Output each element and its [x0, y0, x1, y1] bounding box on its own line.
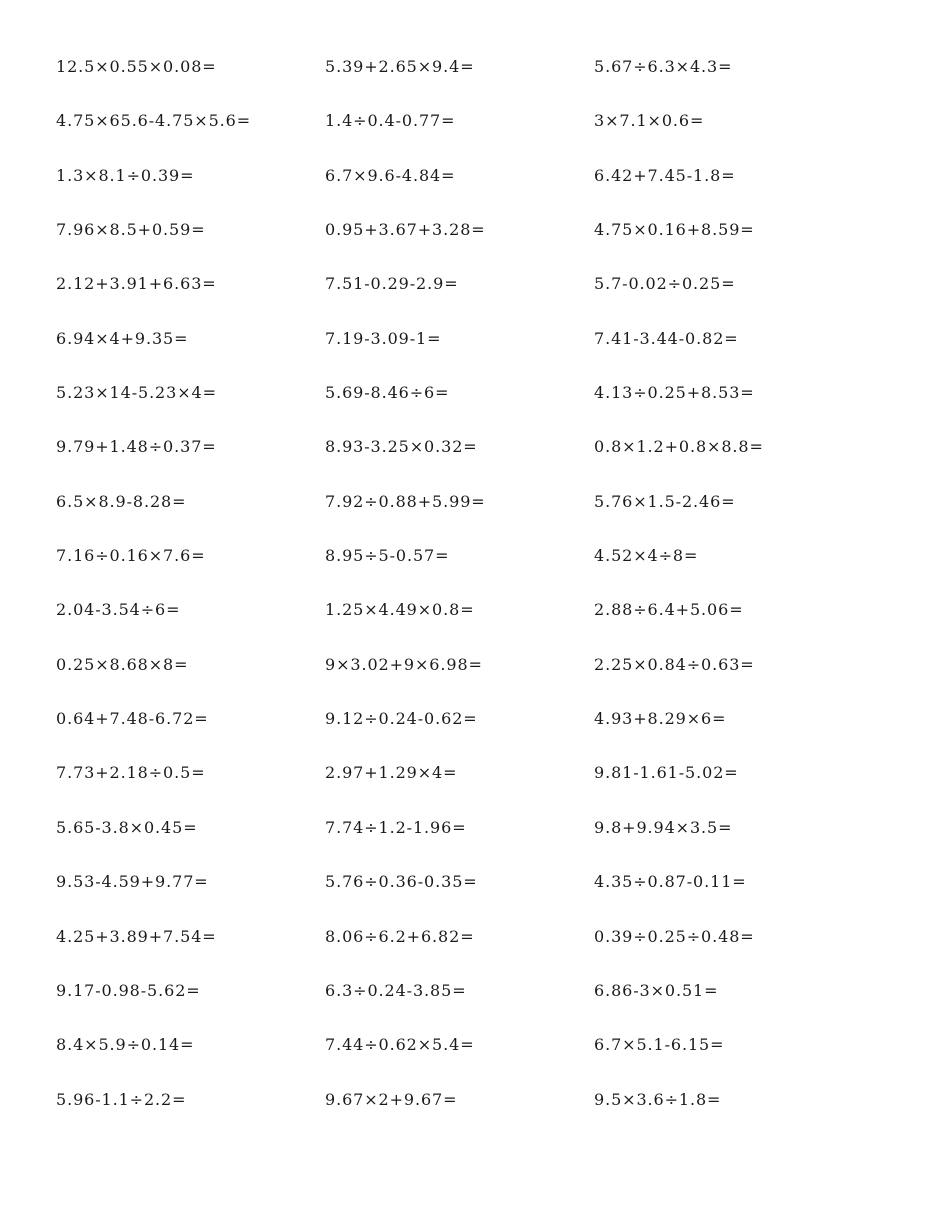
arithmetic-problem: 8.06÷6.2+6.82= — [325, 926, 475, 946]
arithmetic-problem: 9.12÷0.24-0.62= — [325, 709, 478, 729]
arithmetic-problem: 5.96-1.1÷2.2= — [56, 1089, 187, 1109]
arithmetic-problem: 5.76×1.5-2.46= — [594, 491, 736, 511]
arithmetic-problem: 9.67×2+9.67= — [325, 1089, 458, 1109]
arithmetic-problem: 2.97+1.29×4= — [325, 763, 458, 783]
arithmetic-problem: 7.73+2.18÷0.5= — [56, 763, 206, 783]
arithmetic-problem: 8.4×5.9÷0.14= — [56, 1035, 195, 1055]
arithmetic-problem: 6.7×5.1-6.15= — [594, 1035, 725, 1055]
arithmetic-problem: 2.25×0.84÷0.63= — [594, 654, 755, 674]
arithmetic-problem: 7.74÷1.2-1.96= — [325, 817, 467, 837]
arithmetic-problem: 8.93-3.25×0.32= — [325, 437, 478, 457]
arithmetic-problem: 1.3×8.1÷0.39= — [56, 165, 195, 185]
arithmetic-problem: 0.64+7.48-6.72= — [56, 709, 209, 729]
arithmetic-problem: 6.5×8.9-8.28= — [56, 491, 187, 511]
arithmetic-problem: 5.23×14-5.23×4= — [56, 383, 217, 403]
arithmetic-problem: 2.04-3.54÷6= — [56, 600, 181, 620]
arithmetic-problem: 4.75×65.6-4.75×5.6= — [56, 111, 252, 131]
arithmetic-problem: 7.92÷0.88+5.99= — [325, 491, 486, 511]
problem-grid — [56, 54, 916, 1141]
arithmetic-problem: 2.12+3.91+6.63= — [56, 274, 217, 294]
arithmetic-problem: 1.25×4.49×0.8= — [325, 600, 475, 620]
arithmetic-problem: 9.8+9.94×3.5= — [594, 817, 733, 837]
arithmetic-problem: 9.17-0.98-5.62= — [56, 980, 201, 1000]
arithmetic-problem: 7.16÷0.16×7.6= — [56, 546, 206, 566]
arithmetic-problem: 5.39+2.65×9.4= — [325, 57, 475, 76]
arithmetic-problem: 7.96×8.5+0.59= — [56, 220, 206, 240]
arithmetic-problem: 0.95+3.67+3.28= — [325, 220, 486, 240]
arithmetic-problem: 0.39÷0.25÷0.48= — [594, 926, 755, 946]
arithmetic-problem: 5.69-8.46÷6= — [325, 383, 450, 403]
arithmetic-problem: 5.76÷0.36-0.35= — [325, 872, 478, 892]
arithmetic-problem: 0.8×1.2+0.8×8.8= — [594, 437, 764, 457]
arithmetic-problem: 7.51-0.29-2.9= — [325, 274, 459, 294]
arithmetic-problem: 1.4÷0.4-0.77= — [325, 111, 456, 131]
arithmetic-problem: 0.25×8.68×8= — [56, 654, 189, 674]
arithmetic-problem: 6.94×4+9.35= — [56, 328, 189, 348]
arithmetic-problem: 8.95÷5-0.57= — [325, 546, 450, 566]
arithmetic-problem: 3×7.1×0.6= — [594, 111, 705, 131]
arithmetic-problem: 9×3.02+9×6.98= — [325, 654, 483, 674]
arithmetic-problem: 2.88÷6.4+5.06= — [594, 600, 744, 620]
arithmetic-problem: 6.7×9.6-4.84= — [325, 165, 456, 185]
arithmetic-problem: 6.3÷0.24-3.85= — [325, 980, 467, 1000]
arithmetic-problem: 7.41-3.44-0.82= — [594, 328, 739, 348]
arithmetic-problem: 6.42+7.45-1.8= — [594, 165, 736, 185]
arithmetic-problem: 9.79+1.48÷0.37= — [56, 437, 217, 457]
arithmetic-problem: 5.67÷6.3×4.3= — [594, 57, 733, 76]
arithmetic-problem: 4.75×0.16+8.59= — [594, 220, 755, 240]
arithmetic-problem: 7.44÷0.62×5.4= — [325, 1035, 475, 1055]
arithmetic-problem: 4.35÷0.87-0.11= — [594, 872, 747, 892]
arithmetic-problem: 4.13÷0.25+8.53= — [594, 383, 755, 403]
arithmetic-problem: 9.53-4.59+9.77= — [56, 872, 209, 892]
arithmetic-problem: 4.25+3.89+7.54= — [56, 926, 217, 946]
arithmetic-problem: 4.93+8.29×6= — [594, 709, 727, 729]
arithmetic-problem: 9.5×3.6÷1.8= — [594, 1089, 722, 1109]
arithmetic-problem: 5.65-3.8×0.45= — [56, 817, 198, 837]
arithmetic-problem: 7.19-3.09-1= — [325, 328, 442, 348]
arithmetic-problem: 5.7-0.02÷0.25= — [594, 274, 736, 294]
arithmetic-problem: 9.81-1.61-5.02= — [594, 763, 739, 783]
arithmetic-problem: 4.52×4÷8= — [594, 546, 699, 566]
arithmetic-problem: 12.5×0.55×0.08= — [56, 57, 217, 76]
arithmetic-problem: 6.86-3×0.51= — [594, 980, 719, 1000]
